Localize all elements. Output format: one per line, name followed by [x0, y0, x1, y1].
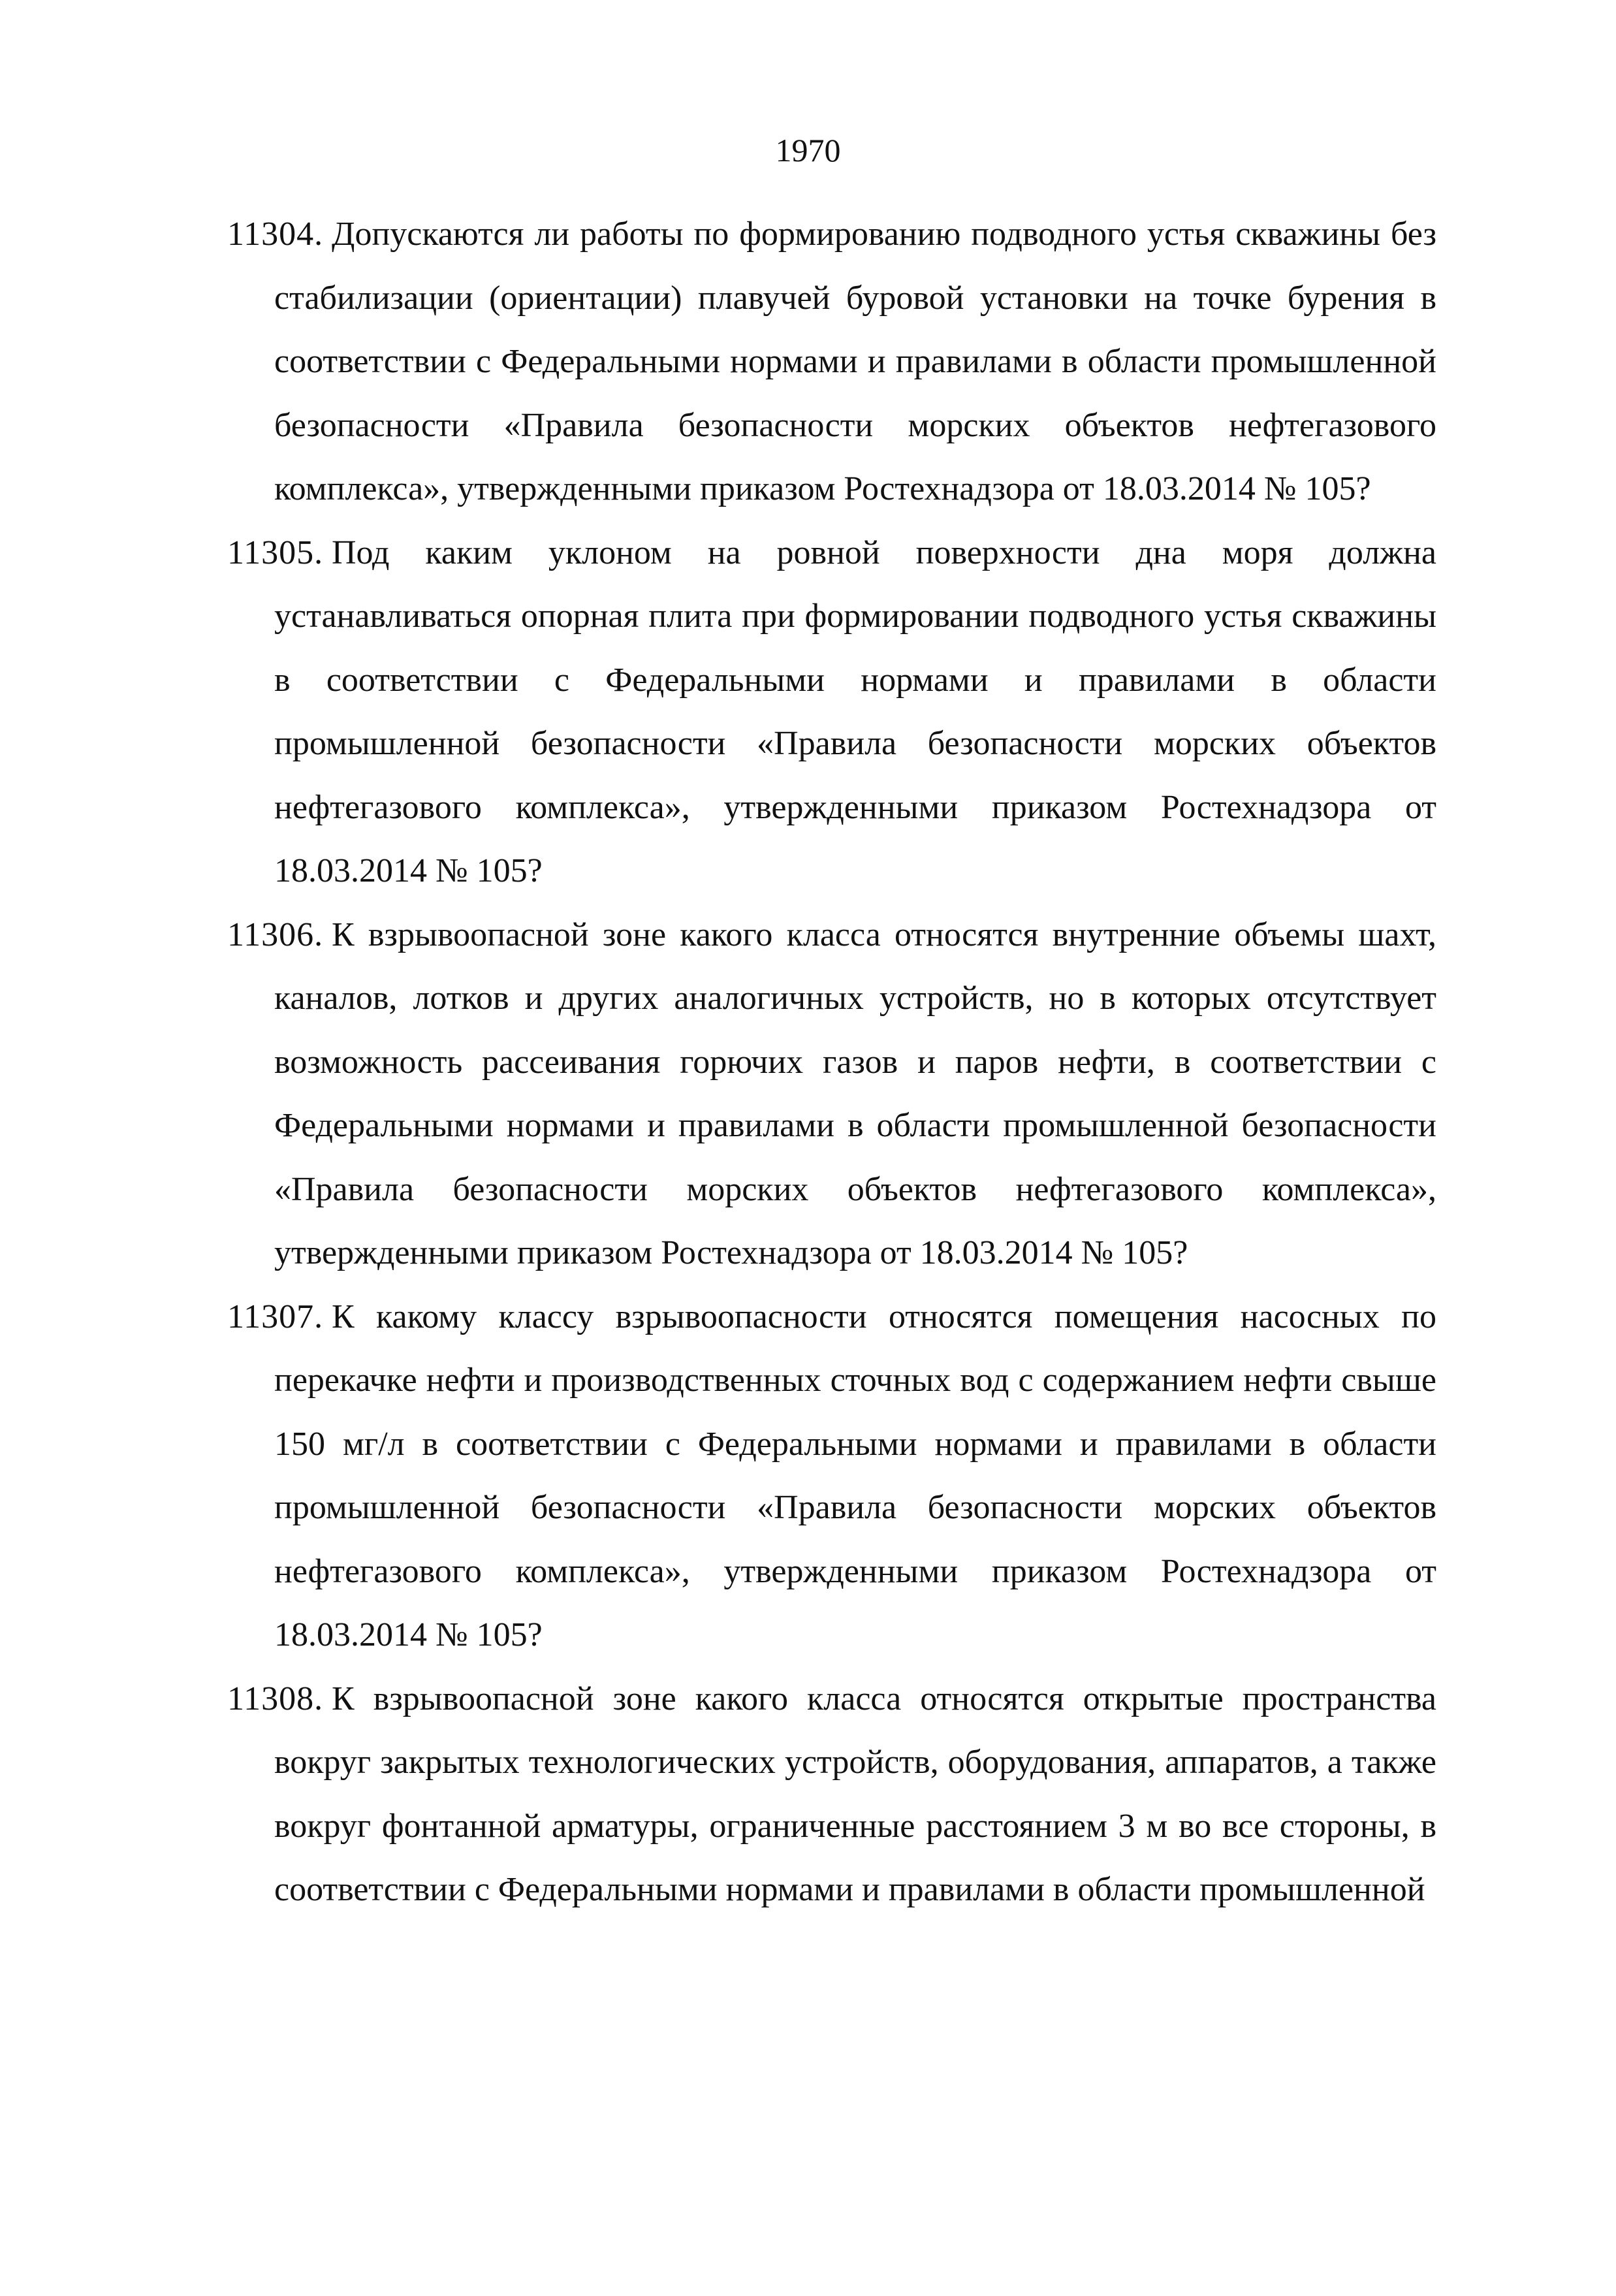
question-number: 11307.	[227, 1298, 324, 1335]
question-item	[227, 1285, 1436, 1667]
question-text: К какому классу взрывоопасности относятся помещения насосных по перекачке нефти и производственных сточных вод с содержанием нефти свыше 150 мг/л в соответствии с Федеральными нормами и правилами в области промышленной безопасности «Правила безопасности морских объектов нефтегазового комплекса», утвержденными приказом Ростехнадзора от 18.03.2014 № 105?	[274, 1298, 1436, 1653]
page-number: 1970	[775, 132, 841, 168]
question-item	[227, 202, 1436, 521]
question-number: 11308.	[227, 1680, 324, 1717]
question-text: К взрывоопасной зоне какого класса относятся открытые пространства вокруг закрытых технологических устройств, оборудования, аппаратов, а также вокруг фонтанной арматуры, ограниченные расстоянием 3 м во все стороны, в соответствии с Федеральными нормами и правилами в области промышленной	[274, 1680, 1436, 1908]
question-list	[227, 202, 1436, 1922]
question-text: Допускаются ли работы по формированию подводного устья скважины без стабилизации (ориентации) плавучей буровой установки на точке бурения в соответствии с Федеральными нормами и правилами в области промышленной безопасности «Правила безопасности морских объектов нефтегазового комплекса», утвержденными приказом Ростехнадзора от 18.03.2014 № 105?	[274, 215, 1436, 507]
question-item	[227, 521, 1436, 903]
question-item	[227, 903, 1436, 1285]
question-item	[227, 1667, 1436, 1922]
question-number: 11306.	[227, 916, 324, 953]
question-text: К взрывоопасной зоне какого класса относятся внутренние объемы шахт, каналов, лотков и других аналогичных устройств, но в которых отсутствует возможность рассеивания горючих газов и паров нефти, в соответствии с Федеральными нормами и правилами в области промышленной безопасности «Правила безопасности морских объектов нефтегазового комплекса», утвержденными приказом Ростехнадзора от 18.03.2014 № 105?	[274, 916, 1436, 1271]
question-number: 11305.	[227, 534, 324, 571]
question-text: Под каким уклоном на ровной поверхности дна моря должна устанавливаться опорная плита при формировании подводного устья скважины в соответствии с Федеральными нормами и правилами в области промышленной безопасности «Правила безопасности морских объектов нефтегазового комплекса», утвержденными приказом Ростехнадзора от 18.03.2014 № 105?	[274, 534, 1436, 889]
question-number: 11304.	[227, 215, 324, 253]
